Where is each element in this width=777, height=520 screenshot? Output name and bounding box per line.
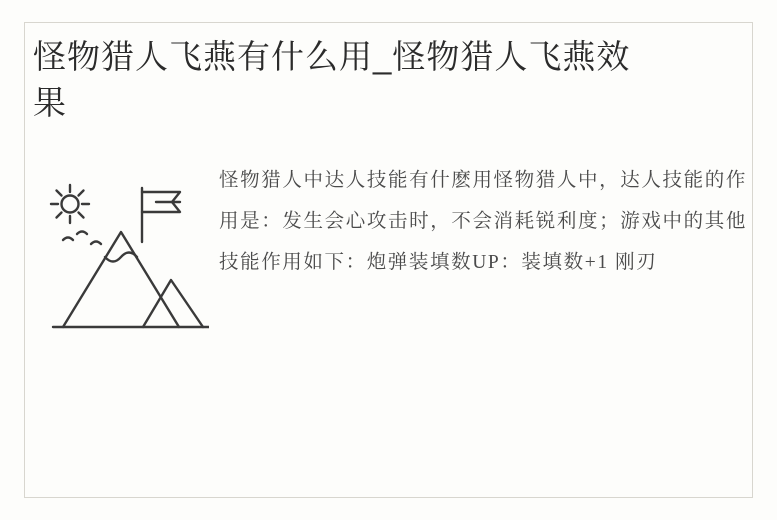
article-body-section <box>33 160 747 352</box>
page-title: 怪物猎人飞燕有什么用_怪物猎人飞燕效果 <box>33 38 631 121</box>
article-body-text: 怪物猎人中达人技能有什麽用怪物猎人中，达人技能的作用是：发生会心攻击时，不会消耗锐利度；游戏中的其他技能作用如下：炮弹装填数UP：装填数+1 刚刃 <box>219 170 747 273</box>
mountain-sun-flag-icon <box>33 160 213 352</box>
